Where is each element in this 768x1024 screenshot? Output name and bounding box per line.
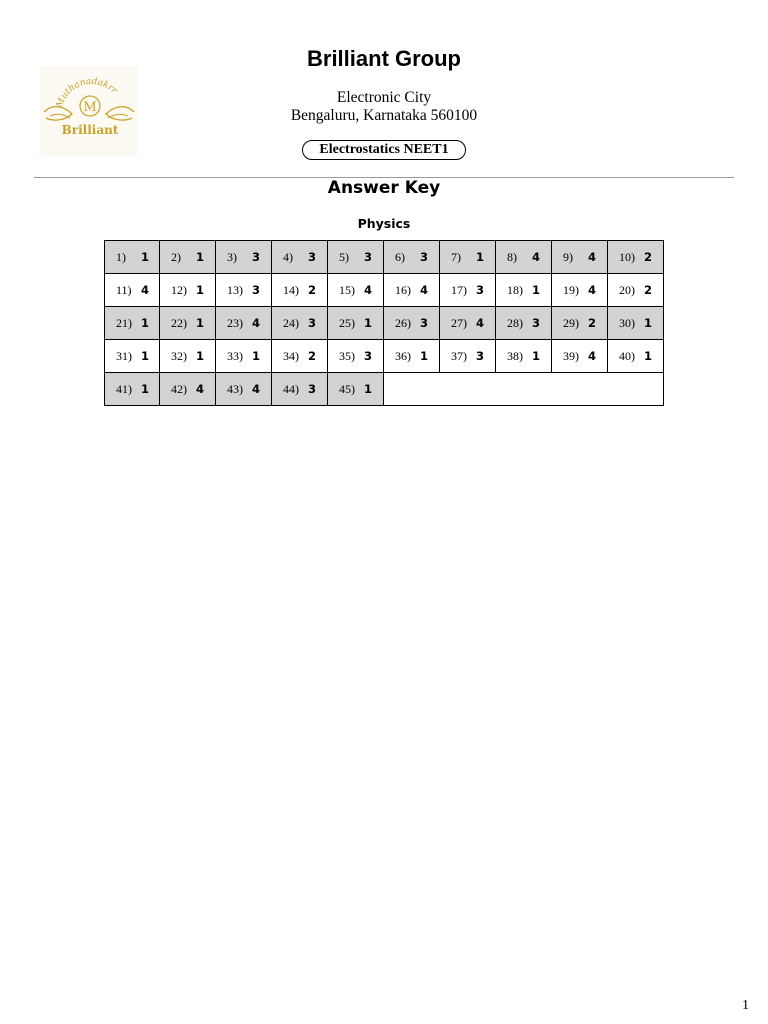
question-number: 19) — [563, 283, 579, 297]
question-number: 21) — [116, 316, 132, 330]
answer-value: 2 — [308, 283, 317, 297]
question-number: 4) — [283, 250, 293, 264]
answer-cell — [551, 273, 608, 307]
answer-cell — [159, 240, 216, 274]
answer-cell — [215, 339, 272, 373]
question-number: 6) — [395, 250, 405, 264]
answer-key-title: Answer Key — [327, 178, 441, 198]
answer-value: 4 — [588, 250, 597, 264]
question-number: 36) — [395, 349, 411, 363]
answer-cell — [383, 339, 440, 373]
answer-value: 3 — [476, 349, 485, 363]
question-number: 33) — [227, 349, 243, 363]
answer-cell — [215, 273, 272, 307]
answer-cell — [383, 273, 440, 307]
question-number: 14) — [283, 283, 299, 297]
question-number: 44) — [283, 382, 299, 396]
answer-cell — [551, 240, 608, 274]
question-number: 32) — [171, 349, 187, 363]
answer-cell — [159, 306, 216, 340]
answer-value: 4 — [252, 316, 261, 330]
answer-cell — [551, 339, 608, 373]
answer-value: 2 — [644, 283, 653, 297]
question-number: 38) — [507, 349, 523, 363]
test-name-badge: Electrostatics NEET1 — [302, 140, 466, 160]
answer-cell — [439, 273, 496, 307]
answer-cell — [607, 273, 664, 307]
answer-value: 4 — [588, 283, 597, 297]
answer-value: 1 — [252, 349, 261, 363]
question-number: 31) — [116, 349, 132, 363]
question-number: 11) — [116, 283, 132, 297]
answer-value: 3 — [532, 316, 541, 330]
question-number: 3) — [227, 250, 237, 264]
question-number: 42) — [171, 382, 187, 396]
question-number: 23) — [227, 316, 243, 330]
answer-value: 1 — [196, 316, 205, 330]
question-number: 13) — [227, 283, 243, 297]
empty-cell — [383, 372, 664, 406]
question-number: 39) — [563, 349, 579, 363]
answer-cell — [607, 240, 664, 274]
question-number: 24) — [283, 316, 299, 330]
answer-cell — [551, 306, 608, 340]
question-number: 35) — [339, 349, 355, 363]
answer-cell — [607, 339, 664, 373]
question-number: 16) — [395, 283, 411, 297]
answer-value: 1 — [196, 250, 205, 264]
answer-cell — [495, 273, 552, 307]
subject-heading: Physics — [357, 216, 411, 231]
answer-value: 1 — [532, 283, 541, 297]
question-number: 18) — [507, 283, 523, 297]
answer-cell — [271, 339, 328, 373]
logo-initial: M — [83, 100, 97, 115]
answer-cell — [271, 240, 328, 274]
question-number: 12) — [171, 283, 187, 297]
answer-value: 4 — [532, 250, 541, 264]
answer-cell — [439, 339, 496, 373]
answer-cell — [215, 240, 272, 274]
answer-cell — [104, 372, 160, 406]
question-number: 25) — [339, 316, 355, 330]
answer-value: 1 — [196, 349, 205, 363]
question-number: 34) — [283, 349, 299, 363]
answer-value: 4 — [364, 283, 373, 297]
answer-cell — [607, 306, 664, 340]
answer-value: 4 — [252, 382, 261, 396]
answer-value: 1 — [141, 316, 150, 330]
answer-value: 2 — [308, 349, 317, 363]
answer-value: 2 — [588, 316, 597, 330]
answer-cell — [271, 306, 328, 340]
answer-value: 4 — [588, 349, 597, 363]
answer-value: 1 — [364, 316, 373, 330]
logo-arc-text: Muthanadakrr — [55, 76, 119, 109]
logo-brand: Brilliant — [61, 123, 119, 137]
answer-value: 3 — [308, 250, 317, 264]
answer-value: 1 — [532, 349, 541, 363]
question-number: 45) — [339, 382, 355, 396]
answer-cell — [104, 273, 160, 307]
answer-key-table — [104, 240, 664, 406]
answer-cell — [215, 372, 272, 406]
answer-value: 1 — [420, 349, 429, 363]
answer-value: 1 — [196, 283, 205, 297]
question-number: 15) — [339, 283, 355, 297]
answer-value: 3 — [308, 382, 317, 396]
answer-cell — [383, 240, 440, 274]
question-number: 9) — [563, 250, 573, 264]
answer-value: 1 — [364, 382, 373, 396]
question-number: 20) — [619, 283, 635, 297]
address-line-2: Bengaluru, Karnataka 560100 — [290, 107, 478, 124]
page-number: 1 — [742, 998, 749, 1013]
question-number: 41) — [116, 382, 132, 396]
question-number: 26) — [395, 316, 411, 330]
question-number: 2) — [171, 250, 181, 264]
question-number: 22) — [171, 316, 187, 330]
answer-value: 3 — [252, 250, 261, 264]
answer-cell — [271, 372, 328, 406]
answer-value: 3 — [252, 283, 261, 297]
question-number: 28) — [507, 316, 523, 330]
answer-value: 4 — [420, 283, 429, 297]
answer-value: 3 — [308, 316, 317, 330]
question-number: 7) — [451, 250, 461, 264]
answer-cell — [439, 306, 496, 340]
answer-value: 4 — [141, 283, 150, 297]
answer-cell — [327, 339, 384, 373]
answer-cell — [495, 240, 552, 274]
answer-value: 2 — [644, 250, 653, 264]
question-number: 40) — [619, 349, 635, 363]
question-number: 8) — [507, 250, 517, 264]
answer-value: 1 — [644, 316, 653, 330]
answer-value: 1 — [141, 382, 150, 396]
answer-value: 3 — [420, 316, 429, 330]
answer-cell — [383, 306, 440, 340]
question-number: 27) — [451, 316, 467, 330]
answer-cell — [439, 240, 496, 274]
question-number: 30) — [619, 316, 635, 330]
answer-value: 1 — [141, 250, 150, 264]
answer-value: 1 — [141, 349, 150, 363]
answer-cell — [215, 306, 272, 340]
question-number: 43) — [227, 382, 243, 396]
answer-value: 3 — [364, 250, 373, 264]
answer-cell — [271, 273, 328, 307]
address-line-1: Electronic City — [336, 89, 432, 106]
question-number: 29) — [563, 316, 579, 330]
question-number: 17) — [451, 283, 467, 297]
answer-cell — [495, 339, 552, 373]
answer-cell — [327, 306, 384, 340]
question-number: 1) — [116, 250, 126, 264]
organization-name: Brilliant Group — [307, 46, 461, 71]
answer-cell — [327, 240, 384, 274]
answer-cell — [104, 240, 160, 274]
answer-cell — [104, 306, 160, 340]
answer-cell — [159, 372, 216, 406]
answer-value: 1 — [476, 250, 485, 264]
question-number: 10) — [619, 250, 635, 264]
question-number: 5) — [339, 250, 349, 264]
answer-value: 4 — [196, 382, 205, 396]
answer-value: 3 — [364, 349, 373, 363]
answer-value: 3 — [476, 283, 485, 297]
answer-cell — [495, 306, 552, 340]
answer-value: 4 — [476, 316, 485, 330]
answer-cell — [104, 339, 160, 373]
answer-cell — [159, 339, 216, 373]
answer-cell — [159, 273, 216, 307]
answer-value: 3 — [420, 250, 429, 264]
answer-value: 1 — [644, 349, 653, 363]
answer-cell — [327, 273, 384, 307]
question-number: 37) — [451, 349, 467, 363]
answer-cell — [327, 372, 384, 406]
